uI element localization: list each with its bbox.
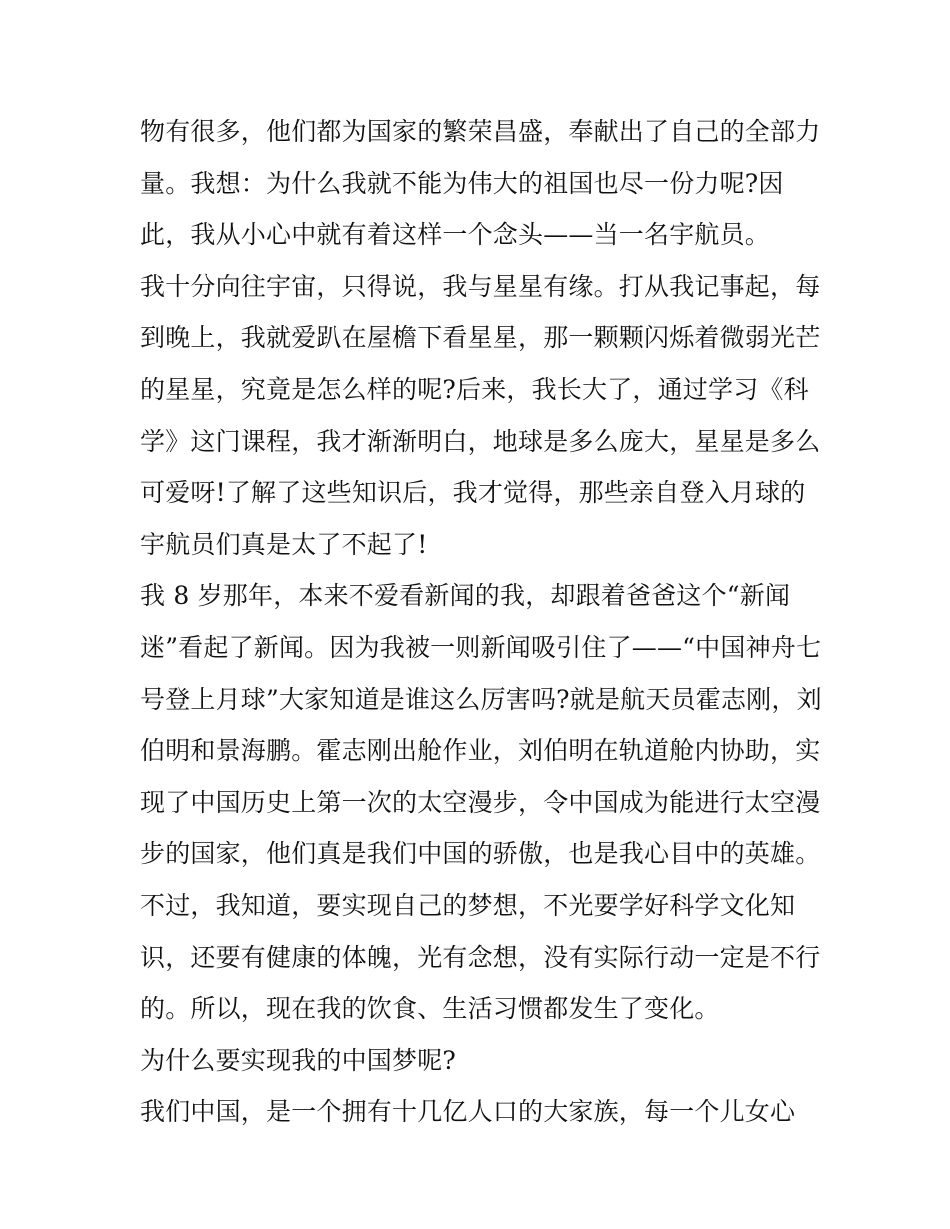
text-line: 我 8 岁那年，本来不爱看新闻的我，却跟着爸爸这个“新闻 (140, 581, 791, 611)
text-line: 现了中国历史上第一次的太空漫步，令中国成为能进行太空漫 (140, 787, 821, 817)
text-line: 识，还要有健康的体魄，光有念想，没有实际行动一定是不行 (140, 942, 821, 972)
text-line: 迷”看起了新闻。因为我被一则新闻吸引住了——“中国神舟七 (140, 632, 822, 662)
text-line: 宇航员们真是太了不起了! (140, 529, 428, 559)
text-line: 的。所以，现在我的饮食、生活习惯都发生了变化。 (140, 994, 720, 1024)
text-line: 我十分向往宇宙，只得说，我与星星有缘。打从我记事起，每 (140, 271, 821, 301)
text-line: 号登上月球”大家知道是谁这么厉害吗?就是航天员霍志刚，刘 (140, 684, 822, 714)
text-line: 伯明和景海鹏。霍志刚出舱作业，刘伯明在轨道舱内协助，实 (140, 736, 821, 766)
text-line: 的星星，究竟是怎么样的呢?后来，我长大了，通过学习《科 (140, 374, 809, 404)
text-line: 步的国家，他们真是我们中国的骄傲，也是我心目中的英雄。 (140, 839, 821, 869)
text-line: 学》这门课程，我才渐渐明白，地球是多么庞大，星星是多么 (140, 426, 821, 456)
text-line: 可爱呀!了解了这些知识后，我才觉得，那些亲自登入月球的 (140, 478, 806, 508)
text-line: 到晚上，我就爱趴在屋檐下看星星，那一颗颗闪烁着微弱光芒 (140, 323, 821, 353)
text-line: 不过，我知道，要实现自己的梦想，不光要学好科学文化知 (140, 890, 796, 920)
text-line: 此，我从小心中就有着这样一个念头——当一名宇航员。 (140, 220, 771, 250)
text-line: 量。我想：为什么我就不能为伟大的祖国也尽一份力呢?因 (140, 168, 784, 198)
body-text (140, 106, 820, 1138)
text-line: 我们中国，是一个拥有十几亿人口的大家族，每一个儿女心 (140, 1097, 796, 1127)
text-line: 物有很多，他们都为国家的繁荣昌盛，奉献出了自己的全部力 (140, 117, 821, 146)
text-line: 为什么要实现我的中国梦呢? (140, 1045, 457, 1075)
